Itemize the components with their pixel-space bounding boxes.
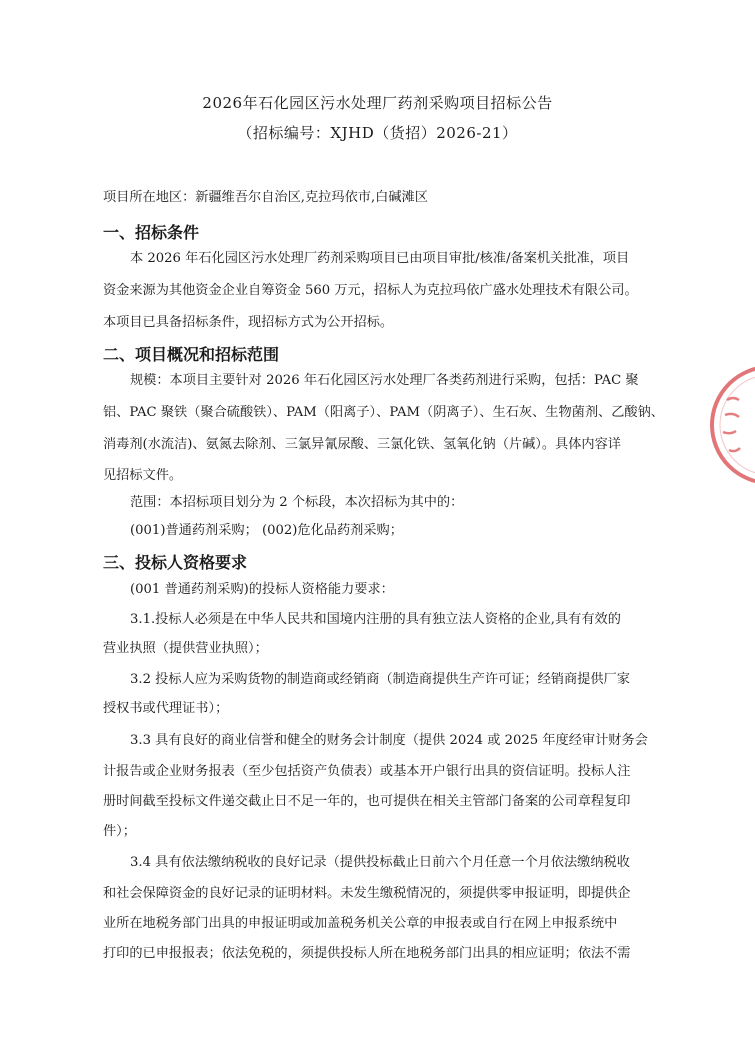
paragraph-line: 本 2026 年石化园区污水处理厂药剂采购项目已由项目审批/核准/备案机关批准，项目 bbox=[130, 251, 630, 266]
section-heading-2: 二、项目概况和招标范围 bbox=[103, 345, 280, 364]
section-heading-1: 一、招标条件 bbox=[103, 223, 200, 242]
paragraph-line: 见招标文件。 bbox=[103, 468, 183, 483]
paragraph-line: 铝、PAC 聚铁（聚合硫酸铁）、PAM（阳离子）、PAM（阴离子）、生石灰、生物菌剂、乙酸钠、 bbox=[103, 405, 664, 420]
project-location: 项目所在地区：新疆维吾尔自治区,克拉玛依市,白碱滩区 bbox=[103, 190, 428, 205]
scope-text: 范围：本招标项目划分为 2 个标段，本次招标为其中的： bbox=[130, 495, 464, 510]
paragraph-line: 3.3 具有良好的商业信誉和健全的财务会计制度（提供 2024 或 2025 年度经审计财务会 bbox=[130, 733, 648, 748]
qualification-intro: (001 普通药剂采购)的投标人资格能力要求： bbox=[130, 582, 394, 597]
lots-text: (001)普通药剂采购； (002)危化品药剂采购； bbox=[130, 523, 403, 538]
paragraph-line: 授权书或代理证书）； bbox=[103, 701, 229, 716]
paragraph-line: 本项目已具备招标条件，现招标方式为公开招标。 bbox=[103, 315, 394, 330]
paragraph-line: 3.1.投标人必须是在中华人民共和国境内注册的具有独立法人资格的企业,具有有效的 bbox=[130, 612, 621, 627]
official-seal bbox=[705, 360, 755, 490]
section-heading-3: 三、投标人资格要求 bbox=[103, 553, 248, 572]
paragraph-line: 和社会保障资金的良好记录的证明材料。未发生缴税情况的，须提供零申报证明，即提供企 bbox=[103, 886, 631, 901]
paragraph-line: 业所在地税务部门出具的申报证明或加盖税务机关公章的申报表或自行在网上申报系统中 bbox=[103, 916, 618, 931]
paragraph-line: 3.2 投标人应为采购货物的制造商或经销商（制造商提供生产许可证；经销商提供厂家 bbox=[130, 672, 630, 687]
document-subtitle: （招标编号：XJHD（货招）2026-21） bbox=[237, 124, 518, 142]
paragraph-line: 营业执照（提供营业执照）； bbox=[103, 641, 268, 656]
document-title: 2026年石化园区污水处理厂药剂采购项目招标公告 bbox=[202, 94, 553, 112]
paragraph-line: 规模：本项目主要针对 2026 年石化园区污水处理厂各类药剂进行采购，包括：PAC 聚 bbox=[130, 373, 639, 388]
paragraph-line: 计报告或企业财务报表（至少包括资产负债表）或基本开户银行出具的资信证明。投标人注 bbox=[103, 764, 631, 779]
paragraph-line: 打印的已申报报表；依法免税的，须提供投标人所在地税务部门出具的相应证明；依法不需 bbox=[103, 946, 631, 961]
paragraph-line: 册时间截至投标文件递交截止日不足一年的，也可提供在相关主管部门备案的公司章程复印 bbox=[103, 794, 631, 809]
paragraph-line: 资金来源为其他资金企业自筹资金 560 万元，招标人为克拉玛依广盛水处理技术有限公司。 bbox=[103, 283, 638, 298]
paragraph-line: 消毒剂(水流洁)、氨氮去除剂、三氯异氰尿酸、三氯化铁、氢氧化钠（片碱）。具体内容详 bbox=[103, 437, 621, 452]
paragraph-line: 件）； bbox=[103, 824, 136, 839]
paragraph-line: 3.4 具有依法缴纳税收的良好记录（提供投标截止日前六个月任意一个月依法缴纳税收 bbox=[130, 855, 630, 870]
